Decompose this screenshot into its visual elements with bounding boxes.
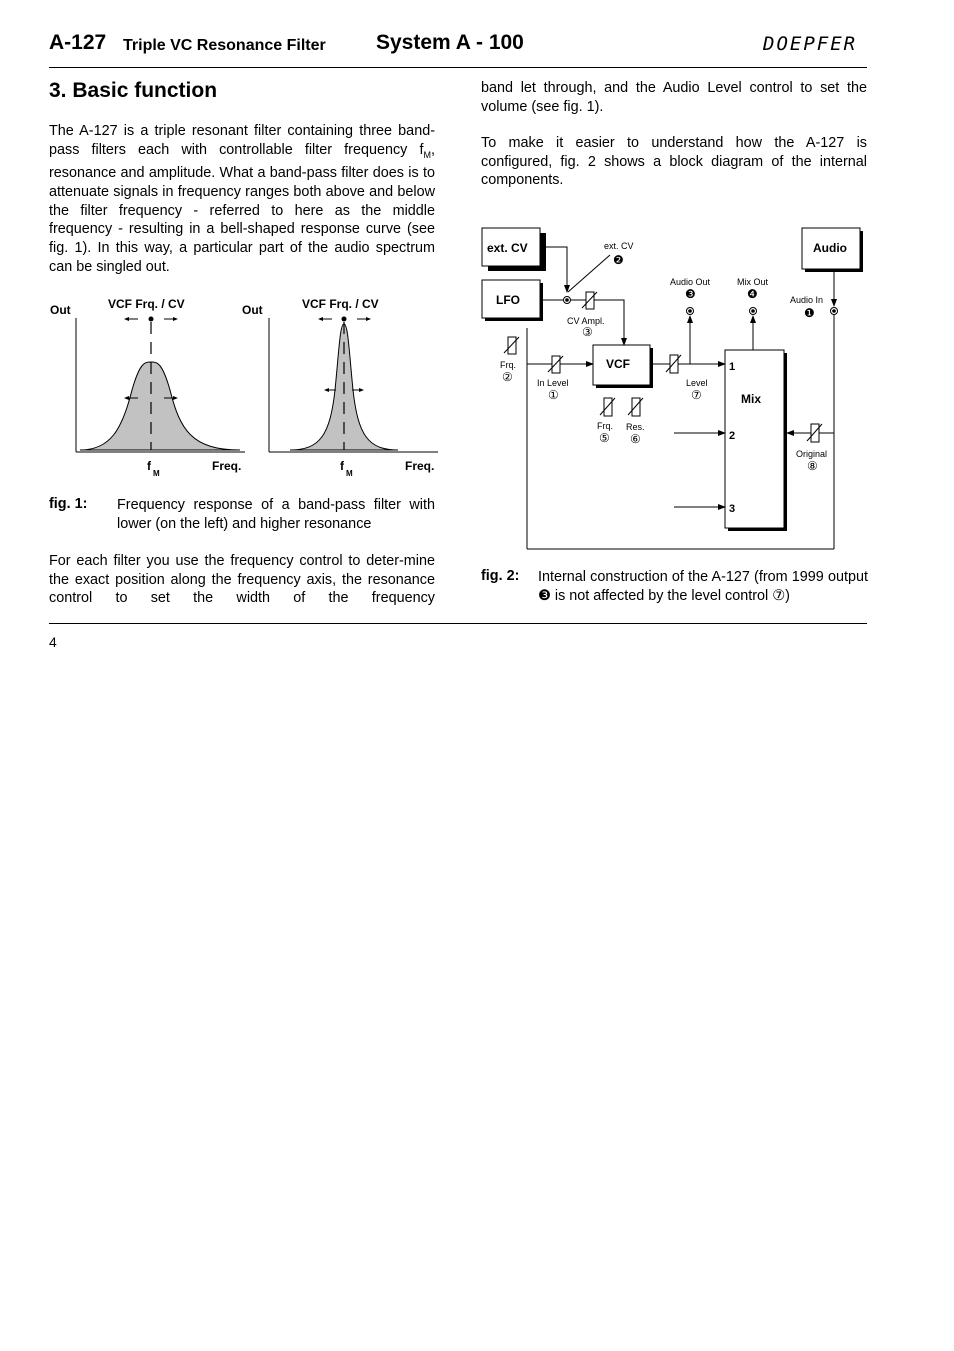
fig1-response-graphs <box>40 290 450 485</box>
lfo-frq-label: Frq. <box>500 360 517 370</box>
frequency-control-paragraph: For each filter you use the frequency control to deter-mine the exact position along the frequency axis, the resonance control to set the width of the frequency <box>49 553 435 607</box>
graph-low-resonance <box>50 297 245 478</box>
level-pot <box>670 355 678 373</box>
cv-ampl-num: ③ <box>582 325 593 339</box>
original-pot <box>811 424 819 442</box>
system-title: System A - 100 <box>376 31 524 54</box>
svg-text:VCF: VCF <box>606 357 630 371</box>
level-label: Level <box>686 378 708 388</box>
fig1-caption-label: fig. 1: <box>49 496 88 512</box>
brand-logo: DOEPFER <box>763 33 858 55</box>
vcf-res-label: Res. <box>626 422 645 432</box>
graph-fm-sub: M <box>153 469 160 478</box>
fig2-caption-label-text: fig. 2 <box>481 568 515 584</box>
ext-cv-label: ext. CV <box>604 241 634 251</box>
fig2-caption-text: Internal construction of the A-127 (from 1999 output ❸ is not affected by the level control ⑦) <box>538 569 868 604</box>
svg-text:Audio: Audio <box>813 241 847 255</box>
lfo-block <box>482 280 543 321</box>
cv-ampl-pot <box>586 292 594 309</box>
mix-out-label: Mix Out <box>737 277 769 287</box>
fig2-block-diagram <box>476 222 876 557</box>
svg-text:3: 3 <box>729 503 736 515</box>
vcf-res-pot <box>632 398 640 416</box>
lfo-frq-num: ② <box>502 370 513 384</box>
footer-rule <box>49 623 867 624</box>
header-rule <box>49 67 867 68</box>
in-level-num: ① <box>548 388 559 402</box>
intro-text-b: , resonance and amplitude. What a band-pass filter does is to attenuate signals in frequency ranges both above and below the filter frequency - referred to here as the middle frequency - resulting in a bell-shaped response curve (see fig. 1). In this way, a particular part of the audio spectrum can be singled out. <box>49 141 435 275</box>
audio-in-label: Audio In <box>790 295 824 305</box>
vcf-frq-pot <box>604 398 612 416</box>
graph-fm-label: f <box>340 459 344 473</box>
level-num: ⑦ <box>691 388 702 402</box>
original-label: Original <box>796 449 828 459</box>
in-level-label: In Level <box>537 378 569 388</box>
intro-subscript: M <box>423 149 431 160</box>
mix-block <box>725 350 787 531</box>
audio-out-label: Audio Out <box>670 277 711 287</box>
svg-text:LFO: LFO <box>496 293 520 307</box>
graph-fm-sub: M <box>346 469 353 478</box>
graph-high-resonance <box>242 297 438 478</box>
graph-fm-label: f <box>147 459 151 473</box>
fig2-caption-label: fig. 2: <box>481 568 520 584</box>
fig1-caption-label-text: fig. 1 <box>49 496 83 512</box>
graph-out-label: Out <box>242 303 263 317</box>
svg-text:2: 2 <box>729 430 736 442</box>
audio-block <box>802 228 863 272</box>
section-title: 3. Basic function <box>49 79 218 102</box>
graph-cv-label: VCF Frq. / CV <box>108 297 185 311</box>
ext-cv-num: ❷ <box>613 253 624 267</box>
module-subtitle: Triple VC Resonance Filter <box>123 37 326 54</box>
graph-freq-label: Freq. <box>212 459 242 473</box>
graph-cv-label: VCF Frq. / CV <box>302 297 379 311</box>
lfo-frq-pot <box>508 337 516 354</box>
fig1-caption-text: Frequency response of a band-pass filter with lower (on the left) and higher resonance <box>117 497 435 532</box>
audio-out-num: ❸ <box>685 287 696 301</box>
page-number: 4 <box>49 634 57 650</box>
intro-paragraph <box>49 122 435 277</box>
right-paragraph-2: To make it easier to understand how the A-127 is configured, fig. 2 shows a block diagram of the internal components. <box>481 135 867 189</box>
vcf-block <box>593 345 653 388</box>
original-num: ⑧ <box>807 459 818 473</box>
right-paragraph-1: band let through, and the Audio Level control to set the volume (see fig. 1). <box>481 80 867 115</box>
ext-cv-block <box>482 228 546 271</box>
svg-text:1: 1 <box>729 361 736 373</box>
audio-in-num: ❶ <box>804 306 815 320</box>
vcf-frq-label: Frq. <box>597 421 614 431</box>
svg-text:Mix: Mix <box>741 392 762 406</box>
vcf-res-num: ⑥ <box>630 432 641 446</box>
cv-ampl-label: CV Ampl. <box>567 316 605 326</box>
intro-text-a: The A-127 is a triple resonant filter containing three band-pass filters each with controllable filter frequency f <box>49 123 435 158</box>
vcf-frq-num: ⑤ <box>599 431 610 445</box>
in-level-pot <box>552 356 560 373</box>
graph-out-label: Out <box>50 303 71 317</box>
mix-out-num: ❹ <box>747 287 758 301</box>
svg-text:ext. CV: ext. CV <box>487 241 528 255</box>
graph-freq-label: Freq. <box>405 459 435 473</box>
module-model: A-127 <box>49 31 107 54</box>
